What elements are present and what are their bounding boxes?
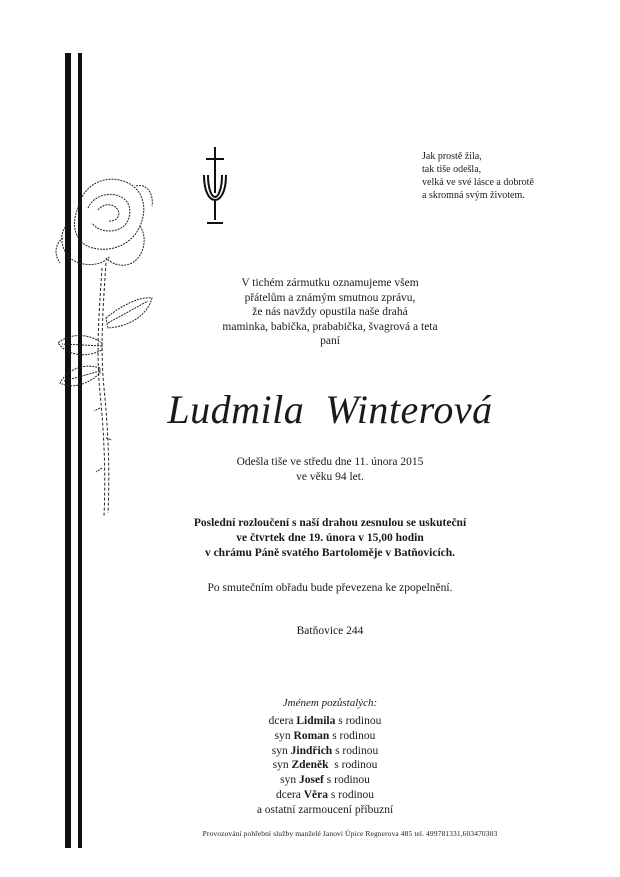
death-date-info [150, 455, 510, 485]
mourner-line [170, 729, 480, 744]
departed-line: ve věku 94 let. [296, 471, 364, 483]
mourner-relation: a ostatní zarmoucení příbuzní [256, 803, 394, 816]
mourner-suffix: s rodinou [332, 744, 379, 757]
intro-line: že nás navždy opustila naše drahá [252, 306, 408, 318]
mourner-name: Josef [298, 774, 324, 787]
mourner-suffix: s rodinou [323, 774, 370, 787]
poem [422, 150, 534, 202]
mourner-suffix: s rodinou [335, 715, 382, 727]
intro-line: paní [320, 335, 340, 347]
mourner-relation: syn [274, 729, 294, 742]
mourner-name: Zdeněk [291, 759, 329, 772]
mourner-line [170, 788, 480, 803]
mourner-line [170, 758, 480, 773]
cross-chalice-icon [200, 145, 230, 230]
announcement-intro [150, 276, 510, 349]
mourner-name: Lidmila [296, 715, 336, 727]
funeral-line: Poslední rozloučení s naší drahou zesnulou se uskuteční [193, 517, 467, 529]
funeral-details [150, 516, 510, 561]
intro-line: maminka, babička, prababička, švagrová a teta [222, 320, 438, 333]
mourner-relation: dcera [275, 788, 304, 801]
poem-line: velká ve své lásce a dobrotě [422, 177, 534, 188]
intro-line: V tichém zármutku oznamujeme všem [241, 277, 419, 289]
funeral-line: v chrámu Páně svatého Bartoloměje v Batňovicích. [204, 547, 456, 559]
poem-line: Jak prostě žila, [422, 151, 482, 162]
mourners-heading: Jménem pozůstalých: [282, 697, 378, 709]
mourner-name: Jindřich [290, 744, 333, 757]
mourner-suffix: s rodinou [328, 759, 378, 772]
mourner-line [170, 773, 480, 788]
intro-line: přátelům a známým smutnou zprávu, [244, 291, 416, 304]
rose-illustration [48, 168, 158, 538]
cremation-note: Po smutečním obřadu bude převezena ke zpopelnění. [207, 582, 453, 594]
departed-line: Odešla tiše ve středu dne 11. února 2015 [236, 456, 424, 468]
mourner-relation: dcera [268, 715, 297, 727]
funeral-service-footer: Provozování pohřební služby manželé Janovi Úpice Regnerova 485 tel. 499781331,603470303 [202, 829, 498, 838]
mourner-line [170, 744, 480, 759]
mourner-relation: syn [271, 744, 291, 757]
mourner-relation: syn [280, 774, 299, 787]
mourner-name: Věra [303, 788, 329, 801]
address: Batňovice 244 [296, 625, 364, 637]
poem-line: a skromná svým životem. [422, 190, 525, 201]
poem-line: tak tiše odešla, [422, 164, 482, 175]
mourner-relation: syn [272, 759, 292, 772]
mourner-name: Roman [293, 729, 330, 742]
deceased-name: Ludmila Winterová [167, 387, 493, 432]
mourner-line [170, 714, 480, 729]
mourner-line [170, 803, 480, 818]
mourners-list [170, 714, 480, 818]
mourner-suffix: s rodinou [328, 788, 375, 801]
mourner-suffix: s rodinou [329, 729, 376, 742]
funeral-line: ve čtvrtek dne 19. února v 15,00 hodin [236, 532, 424, 544]
